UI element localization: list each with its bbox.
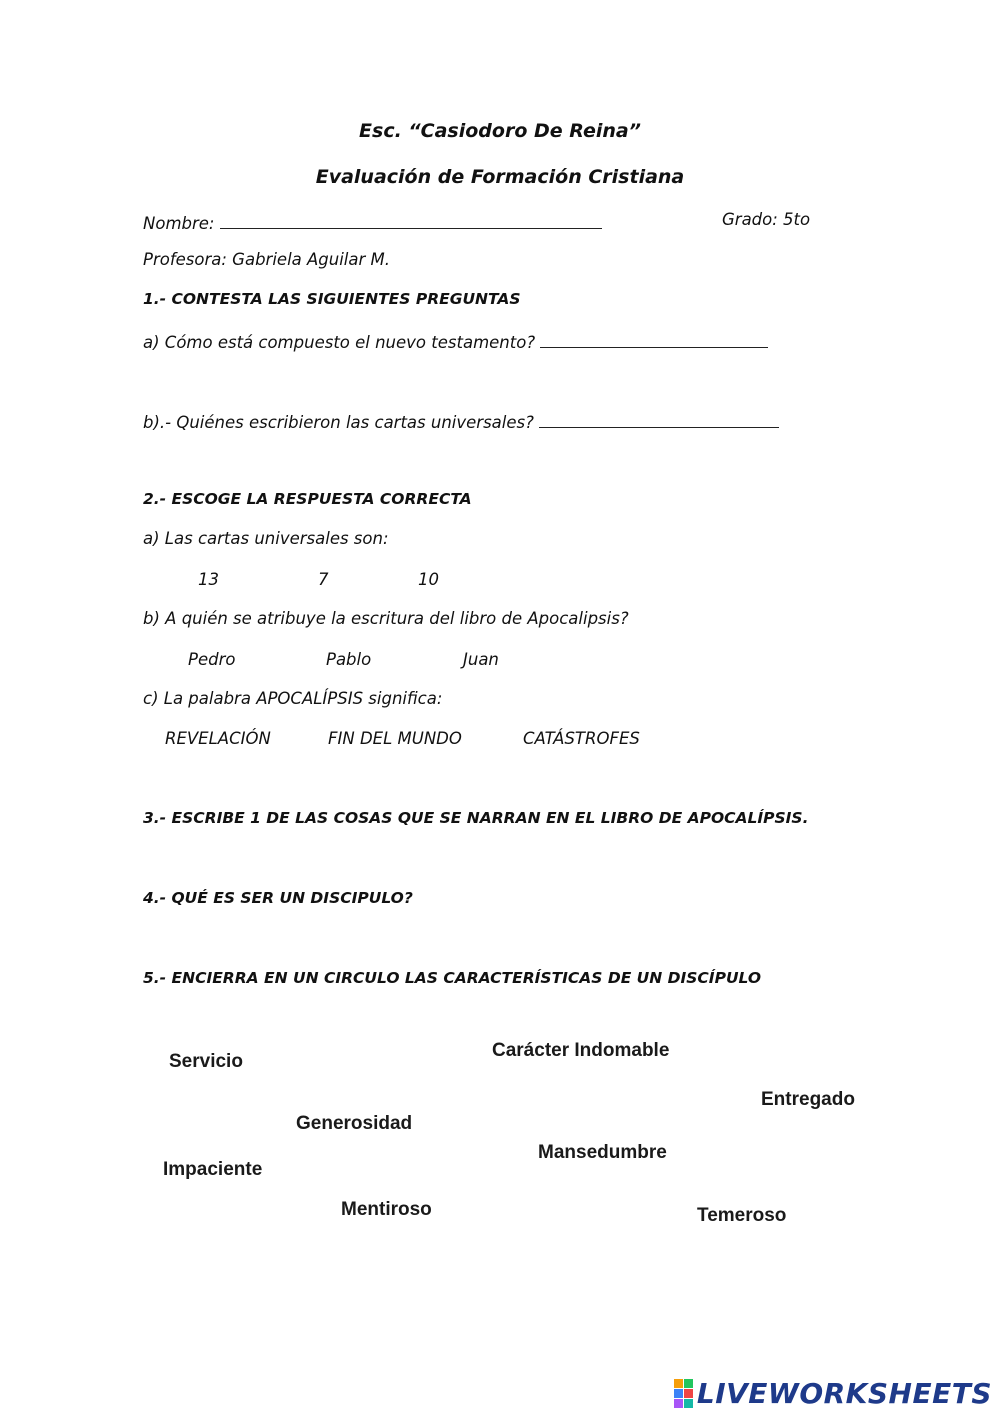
name-row — [143, 210, 602, 233]
name-label: Nombre: — [143, 214, 215, 233]
option-2a-1[interactable]: 13 — [198, 570, 219, 589]
section-4-heading: 4.- QUÉ ES SER UN DISCIPULO? — [143, 889, 413, 907]
school-title: Esc. “Casiodoro De Reina” — [359, 120, 641, 142]
option-2c-2[interactable]: FIN DEL MUNDO — [328, 729, 462, 748]
option-2c-3[interactable]: CATÁSTROFES — [523, 729, 640, 748]
option-2a-2[interactable]: 7 — [318, 570, 329, 589]
question-1b-text: b).- Quiénes escribieron las cartas universales? — [143, 413, 534, 432]
name-answer-blank[interactable] — [220, 210, 602, 229]
option-2c-1[interactable]: REVELACIÓN — [165, 729, 271, 748]
question-2a-text: a) Las cartas universales son: — [143, 529, 389, 548]
word-option-8[interactable]: Temeroso — [697, 1205, 787, 1226]
section-5-heading: 5.- ENCIERRA EN UN CIRCULO LAS CARACTERÍSTICAS DE UN DISCÍPULO — [143, 969, 762, 987]
word-option-5[interactable]: Mansedumbre — [538, 1142, 667, 1163]
option-2b-3[interactable]: Juan — [463, 650, 499, 669]
liveworksheets-logo-icon — [674, 1379, 693, 1408]
logo-text: LIVEWORKSHEETS — [696, 1376, 992, 1410]
word-option-4[interactable]: Generosidad — [296, 1113, 413, 1134]
grade-label: Grado: 5to — [722, 210, 811, 229]
section-3-heading: 3.- ESCRIBE 1 DE LAS COSAS QUE SE NARRAN EN EL LIBRO DE APOCALÍPSIS. — [143, 809, 809, 827]
teacher-label: Profesora: Gabriela Aguilar M. — [143, 250, 391, 269]
word-option-6[interactable]: Impaciente — [163, 1159, 263, 1180]
option-2b-1[interactable]: Pedro — [188, 650, 236, 669]
word-option-1[interactable]: Servicio — [169, 1051, 243, 1072]
exam-title: Evaluación de Formación Cristiana — [315, 166, 685, 188]
question-1a-text: a) Cómo está compuesto el nuevo testamento? — [143, 333, 536, 352]
word-option-3[interactable]: Entregado — [761, 1089, 855, 1110]
option-2a-3[interactable]: 10 — [418, 570, 439, 589]
question-1b — [143, 409, 779, 432]
question-2c-text: c) La palabra APOCALÍPSIS significa: — [143, 689, 443, 708]
question-1a — [143, 329, 768, 352]
section-1-heading: 1.- CONTESTA LAS SIGUIENTES PREGUNTAS — [143, 290, 521, 308]
word-option-2[interactable]: Carácter Indomable — [492, 1040, 670, 1061]
option-2b-2[interactable]: Pablo — [326, 650, 372, 669]
liveworksheets-logo — [674, 1375, 992, 1411]
word-option-7[interactable]: Mentiroso — [341, 1199, 432, 1220]
question-1a-answer-blank[interactable] — [540, 329, 768, 348]
section-2-heading: 2.- ESCOGE LA RESPUESTA CORRECTA — [143, 490, 472, 508]
question-2b-text: b) A quién se atribuye la escritura del libro de Apocalipsis? — [143, 609, 629, 628]
question-1b-answer-blank[interactable] — [539, 409, 779, 428]
